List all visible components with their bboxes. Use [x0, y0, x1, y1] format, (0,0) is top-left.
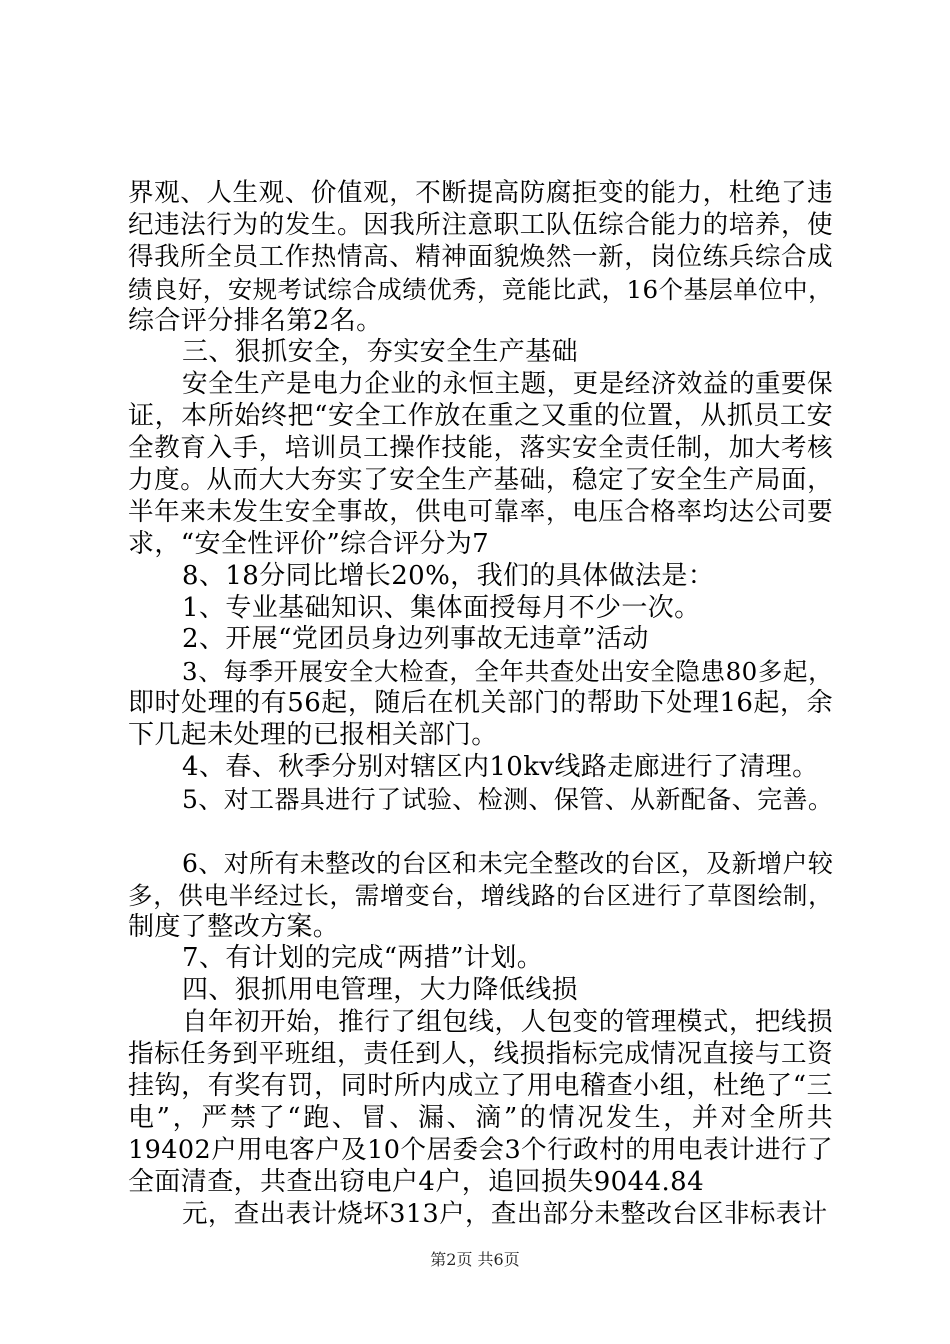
body-line: 力度。从而大大夯实了安全生产基础，稳定了安全生产局面，: [128, 465, 833, 496]
body-line: 多，供电半经过长，需增变台，增线路的台区进行了草图绘制，: [128, 880, 833, 910]
body-line: 8、18分同比增长20%，我们的具体做法是：: [182, 560, 715, 591]
body-line: 电”，严禁了“跑、冒、漏、滴”的情况发生，并对全所共: [128, 1102, 833, 1133]
body-line: 安全生产是电力企业的永恒主题，更是经济效益的重要保: [182, 369, 833, 400]
list-item: 3、每季开展安全大检查，全年共查处出安全隐患80多起，: [182, 657, 833, 687]
body-line: 半年来未发生安全事故，供电可靠率，电压合格率均达公司要: [128, 496, 833, 527]
body-line: 全教育入手，培训员工操作技能，落实安全责任制，加大考核: [128, 433, 833, 464]
body-line: 19402户用电客户及10个居委会3个行政村的用电表计进行了: [128, 1134, 833, 1165]
body-line: 下几起未处理的已报相关部门。: [128, 720, 498, 751]
body-line: 即时处理的有56起，随后在机关部门的帮助下处理16起，余: [128, 688, 833, 719]
body-line: 自年初开始，推行了组包线，人包变的管理模式，把线损: [182, 1007, 833, 1038]
list-item: 6、对所有未整改的台区和未完全整改的台区，及新增户较: [182, 848, 834, 878]
body-line: 界观、人生观、价值观，不断提高防腐拒变的能力，杜绝了违: [128, 178, 833, 208]
list-item: 7、有计划的完成“两措”计划。: [182, 943, 544, 974]
body-line: 综合评分排名第2名。: [128, 305, 383, 336]
list-item: 2、开展“党团员身边列事故无违章”活动: [182, 624, 649, 655]
body-line: 求，“安全性评价”综合评分为7: [128, 528, 490, 559]
body-line: 元，查出表计烧坏313户，查出部分未整改台区非标表计: [182, 1198, 828, 1229]
section-heading: 四、狠抓用电管理，大力降低线损: [182, 975, 579, 1006]
body-line: 纪违法行为的发生。因我所注意职工队伍综合能力的培养，使: [128, 209, 833, 240]
body-line: 制度了整改方案。: [128, 911, 340, 942]
paragraph-gap: [128, 816, 833, 848]
body-line: 全面清查，共查出窃电户4户，追回损失9044.84: [128, 1166, 705, 1197]
document-body: [128, 178, 833, 1231]
body-line: 挂钩，有奖有罚，同时所内成立了用电稽查小组，杜绝了“三: [128, 1071, 833, 1102]
list-item: 4、春、秋季分别对辖区内10kv线路走廊进行了清理。: [182, 752, 819, 783]
list-item: 5、对工器具进行了试验、检测、保管、从新配备、完善。: [182, 784, 834, 814]
body-line: 指标任务到平班组，责任到人，线损指标完成情况直接与工资: [128, 1039, 833, 1070]
body-line: 得我所全员工作热情高、精神面貌焕然一新，岗位练兵综合成: [128, 241, 833, 272]
page-number: 第2页 共6页: [430, 1250, 520, 1269]
body-line: 绩良好，安规考试综合成绩优秀，竞能比武，16个基层单位中，: [128, 274, 833, 304]
list-item: 1、专业基础知识、集体面授每月不少一次。: [182, 592, 701, 623]
section-heading: 三、狠抓安全，夯实安全生产基础: [182, 337, 579, 368]
body-line: 证，本所始终把“安全工作放在重之又重的位置，从抓员工安: [128, 401, 833, 432]
